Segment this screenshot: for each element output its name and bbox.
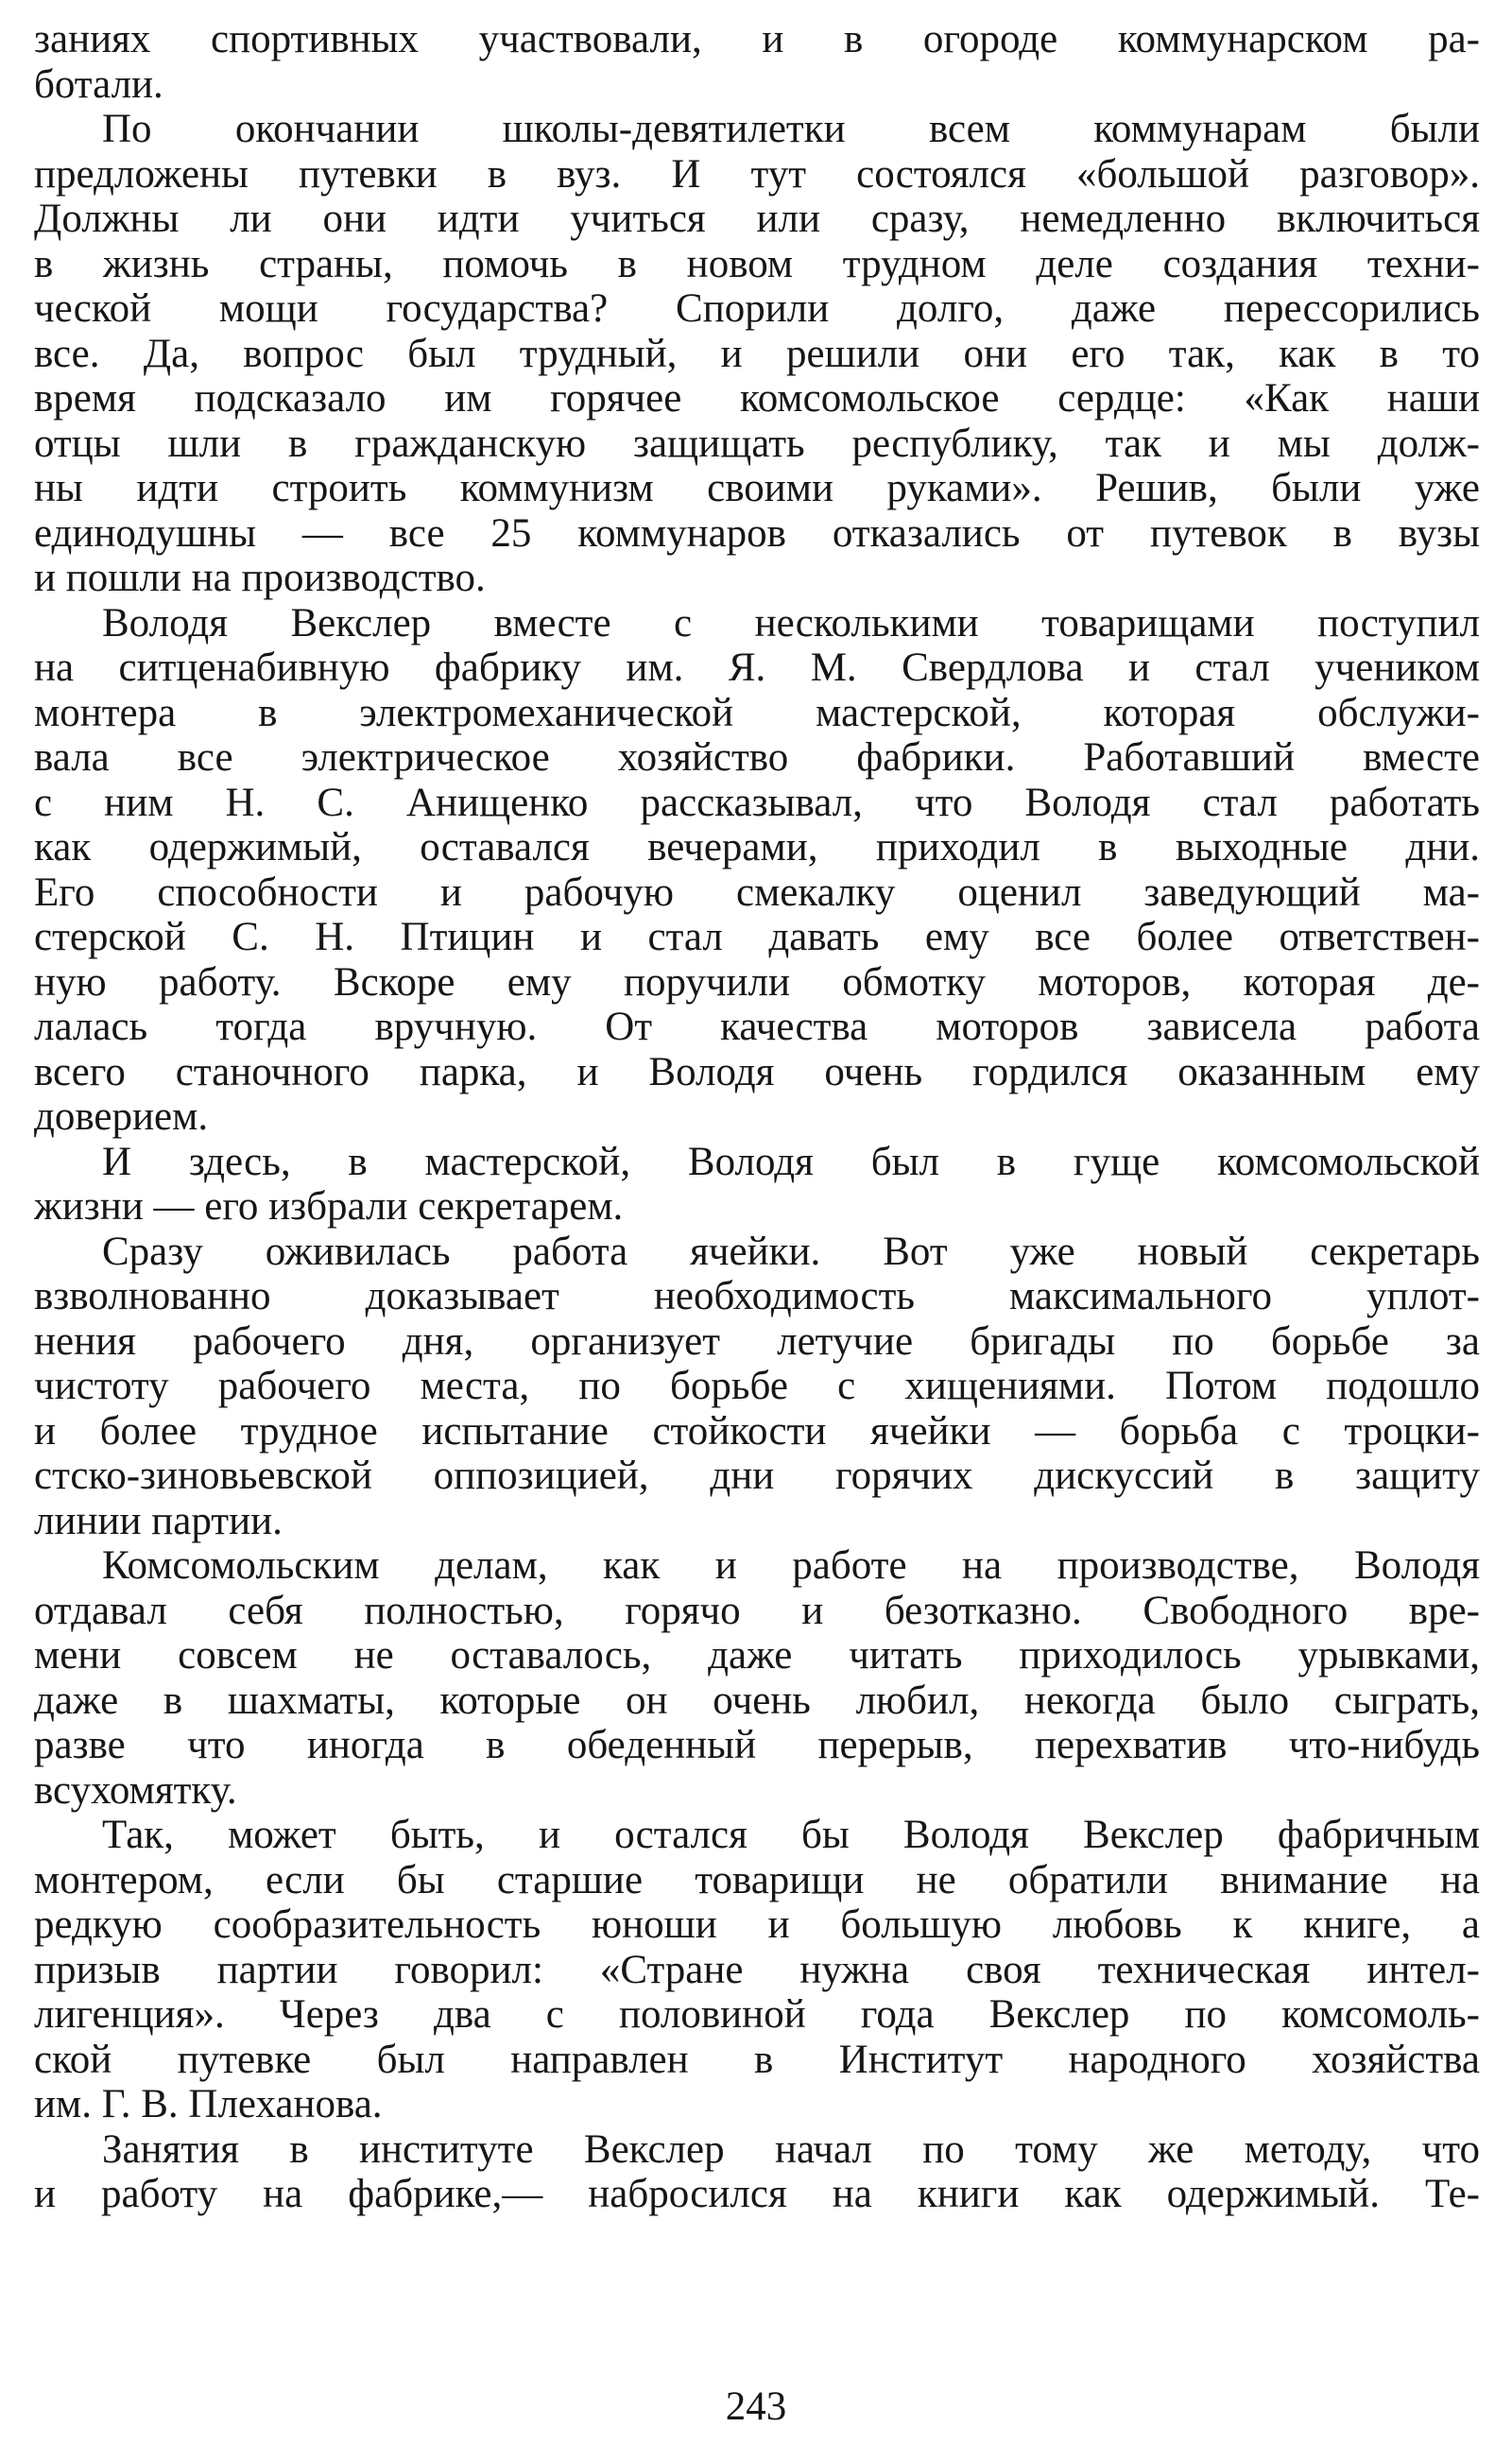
text-line: единодушны — все 25 коммунаров отказались от путевок в вузы (34, 510, 1480, 556)
text-line: заниях спортивных участвовали, и в огороде коммунарском ра- (34, 17, 1480, 61)
text-line: всухомятку. (34, 1767, 237, 1813)
text-line: Его способности и рабочую смекалку оценил заведующий ма- (34, 869, 1480, 915)
paragraph (34, 1543, 1480, 1813)
text-line: взволнованно доказывает необходимость максимального уплот- (34, 1274, 1480, 1318)
text-line: вала все электрическое хозяйство фабрики. Работавший вместе (34, 735, 1480, 780)
text-line: доверием. (34, 1094, 209, 1139)
text-line: призыв партии говорил: «Стране нужна своя техническая интел- (34, 1947, 1480, 1992)
text-line: мени совсем не оставалось, даже читать приходилось урывками, (34, 1633, 1480, 1678)
text-line: стерской С. Н. Птицин и стал давать ему все более ответствен- (34, 915, 1480, 959)
text-line: И здесь, в мастерской, Володя был в гуще комсомольской (102, 1139, 1480, 1184)
text-line: По окончании школы-девятилетки всем коммунарам были (102, 107, 1480, 151)
text-line: ную работу. Вскоре ему поручили обмотку моторов, которая де- (34, 959, 1480, 1005)
text-line: Так, может быть, и остался бы Володя Векслер фабричным (102, 1813, 1480, 1857)
text-line: жизни — его избрали секретарем. (34, 1184, 624, 1229)
paragraph (34, 1230, 1480, 1544)
text-line: ны идти строить коммунизм своими руками». Решив, были уже (34, 466, 1480, 510)
paragraph (34, 1140, 1480, 1230)
paragraph (34, 2127, 1480, 2217)
text-line: Сразу оживилась работа ячейки. Вот уже новый секретарь (102, 1229, 1480, 1274)
text-line: и пошли на производство. (34, 556, 486, 600)
text-line: всего станочного парка, и Володя очень гордился оказанным ему (34, 1049, 1480, 1094)
text-line: все. Да, вопрос был трудный, и решили они его так, как в то (34, 331, 1480, 376)
text-line: как одержимый, оставался вечерами, приходил в выходные дни. (34, 825, 1480, 869)
text-line: Должны ли они идти учиться или сразу, немедленно включиться (34, 197, 1480, 241)
text-line: и работу на фабрике,— набросился на книги как одержимый. Те- (34, 2172, 1480, 2216)
text-line: редкую сообразительность юноши и большую любовь к книге, а (34, 1902, 1480, 1947)
text-line: Занятия в институте Векслер начал по тому же методу, что (102, 2126, 1480, 2172)
text-line: даже в шахматы, которые он очень любил, некогда было сыграть, (34, 1678, 1480, 1723)
text-line: Комсомольским делам, как и работе на производстве, Володя (102, 1543, 1480, 1588)
text-line: линии партии. (34, 1498, 283, 1543)
text-line: лалась тогда вручную. От качества моторов зависела работа (34, 1005, 1480, 1049)
text-line: отдавал себя полностью, горячо и безотказно. Свободного вре- (34, 1588, 1480, 1633)
text-line: разве что иногда в обеденный перерыв, перехватив что-нибудь (34, 1723, 1480, 1767)
text-line: стско-зиновьевской оппозицией, дни горячих дискуссий в защиту (34, 1454, 1480, 1498)
text-line: время подсказало им горячее комсомольское сердце: «Как наши (34, 376, 1480, 421)
text-line: нения рабочего дня, организует летучие бригады по борьбе за (34, 1318, 1480, 1364)
text-line: на ситценабивную фабрику им. Я. М. Свердлова и стал учеником (34, 645, 1480, 690)
text-line: монтера в электромеханической мастерской, которая обслужи- (34, 690, 1480, 735)
paragraph (34, 601, 1480, 1140)
text-line: в жизнь страны, помочь в новом трудном деле создания техни- (34, 241, 1480, 286)
text-line: и более трудное испытание стойкости ячейки — борьба с троцки- (34, 1408, 1480, 1454)
text-line: ческой мощи государства? Спорили долго, даже перессорились (34, 286, 1480, 331)
text-line: им. Г. В. Плеханова. (34, 2082, 383, 2126)
paragraph (34, 107, 1480, 601)
text-line: ботали. (34, 61, 163, 107)
text-line: с ним Н. С. Анищенко рассказывал, что Володя стал работать (34, 780, 1480, 825)
page-number: 243 (725, 2384, 787, 2429)
text-line: чистоту рабочего места, по борьбе с хищениями. Потом подошло (34, 1364, 1480, 1408)
text-line: предложены путевки в вуз. И тут состоялся «большой разговор». (34, 151, 1480, 197)
paragraph (34, 1813, 1480, 2127)
text-line: ской путевке был направлен в Институт народного хозяйства (34, 2037, 1480, 2082)
paragraph (34, 17, 1480, 107)
text-line: отцы шли в гражданскую защищать республику, так и мы долж- (34, 421, 1480, 466)
text-line: монтером, если бы старшие товарищи не обратили внимание на (34, 1857, 1480, 1902)
text-line: лигенция». Через два с половиной года Векслер по комсомоль- (34, 1992, 1480, 2037)
text-line: Володя Векслер вместе с несколькими товарищами поступил (102, 600, 1480, 645)
body-text (34, 17, 1480, 2217)
